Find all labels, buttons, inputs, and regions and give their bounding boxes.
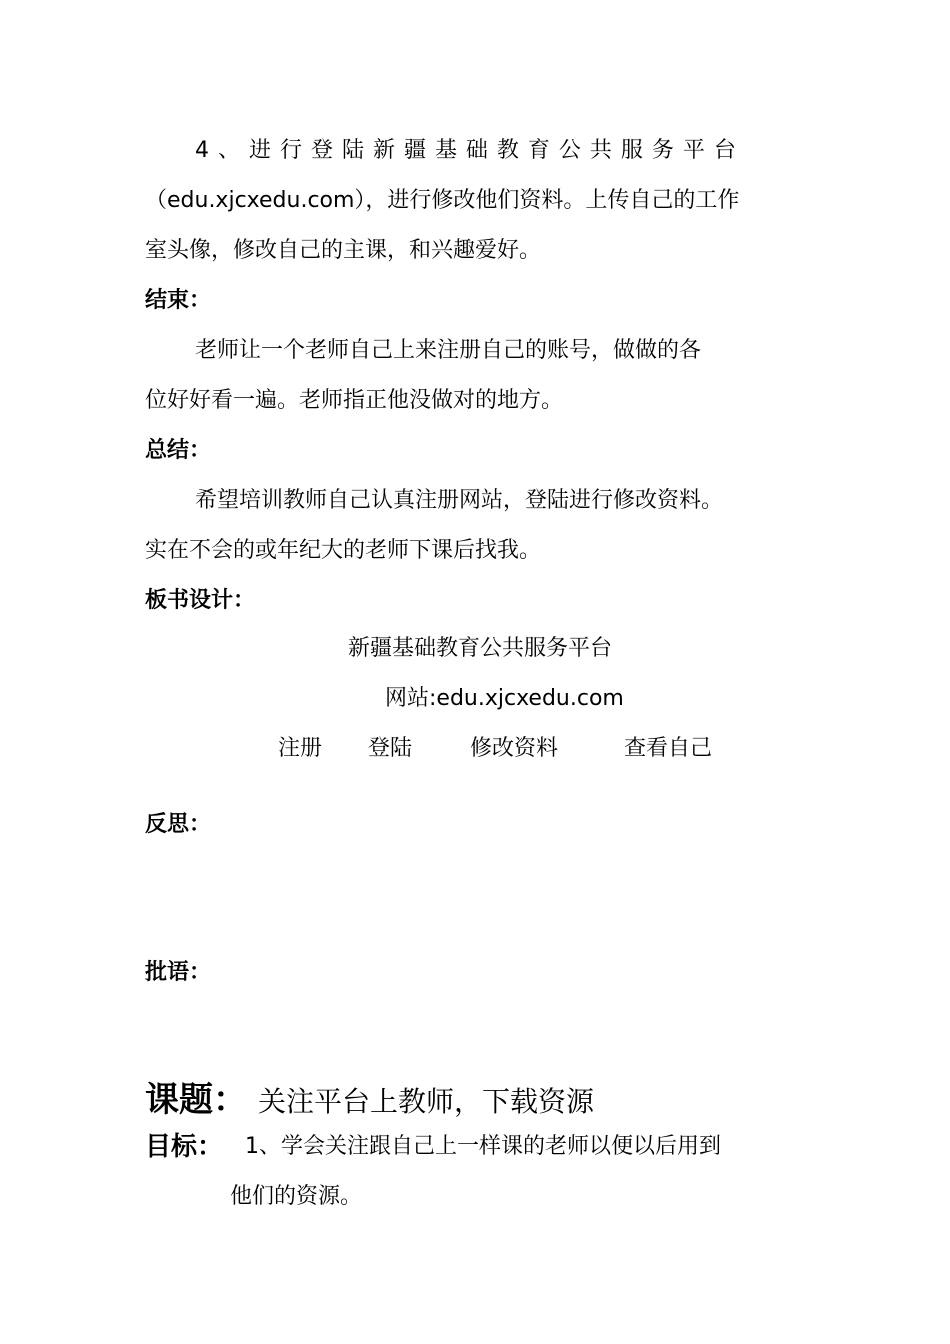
- board-item-login: 登陆: [368, 736, 413, 761]
- board-website: 网站:edu.xjcxedu.com: [385, 686, 624, 711]
- end-line-2: 位好好看一遍。老师指正他没做对的地方。: [145, 388, 564, 413]
- lesson-title-label: 课题：: [145, 1080, 247, 1120]
- lesson-goal-line-1: 1、学会关注跟自己上一样课的老师以便以后用到: [245, 1134, 721, 1159]
- lesson-title-text: 关注平台上教师，下载资源: [258, 1085, 595, 1118]
- step4-line-3: 室头像，修改自己的主课，和兴趣爱好。: [145, 238, 542, 263]
- board-item-register: 注册: [278, 736, 323, 761]
- summary-heading: 总结：: [145, 438, 212, 463]
- board-heading: 板书设计：: [145, 588, 256, 613]
- board-item-view-self: 查看自己: [624, 736, 713, 761]
- lesson-goal-line-2: 他们的资源。: [230, 1184, 363, 1209]
- comment-heading: 批语：: [145, 960, 212, 985]
- lesson-goal-label: 目标：: [145, 1132, 224, 1162]
- summary-line-1: 希望培训教师自己认真注册网站，登陆进行修改资料。: [195, 488, 724, 513]
- end-heading: 结束：: [145, 288, 212, 313]
- summary-line-2: 实在不会的或年纪大的老师下课后找我。: [145, 538, 542, 563]
- board-item-edit-profile: 修改资料: [470, 736, 559, 761]
- reflection-heading: 反思：: [145, 812, 212, 837]
- end-line-1: 老师让一个老师自己上来注册自己的账号，做做的各: [195, 338, 702, 363]
- step4-line-1: 4 、 进 行 登 陆 新 疆 基 础 教 育 公 共 服 务 平 台: [195, 138, 737, 163]
- board-platform: 新疆基础教育公共服务平台: [348, 636, 613, 661]
- step4-line-2: （edu.xjcxedu.com），进行修改他们资料。上传自己的工作: [145, 188, 740, 213]
